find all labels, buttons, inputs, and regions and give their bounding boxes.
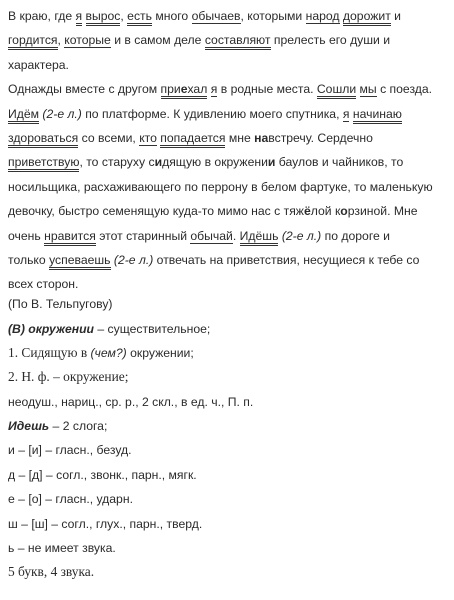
analysis-word-1-tail: – существительное; bbox=[94, 322, 211, 336]
source-attribution: (По В. Тельпугову) bbox=[8, 297, 113, 311]
story-line-8: носильщика, расхаживающего по перрону в белом фартуке, то маленькую bbox=[8, 179, 433, 194]
analysis-word-1 bbox=[8, 321, 210, 337]
analysis-word-2-head: Идешь bbox=[8, 419, 50, 433]
story-line-4: Однажды вместе с другом приехал я в родные места. Сошли мы с поезда. bbox=[8, 77, 448, 101]
analysis-word-2 bbox=[8, 418, 107, 434]
story-text bbox=[8, 4, 448, 297]
analysis-summary: 5 букв, 4 звука. bbox=[8, 564, 95, 579]
phonetic-row-4: ш – [ш] – согл., глух., парн., тверд. bbox=[8, 517, 203, 531]
analysis-step-2: 2. Н. ф. – окружение; bbox=[8, 369, 129, 384]
phonetic-row-2: д – [д] – согл., звонк., парн., мягк. bbox=[8, 468, 197, 482]
story-line-2: гордится, которые и в самом деле составляют прелесть его души и bbox=[8, 28, 448, 52]
analysis-step-3: неодуш., нариц., ср. р., 2 скл., в ед. ч., П. п. bbox=[8, 395, 254, 409]
analysis-word-2-tail: – 2 слога; bbox=[49, 419, 108, 433]
story-line-5: Идём (2-е л.) по платформе. К удивлению моего спутника, я начинаю bbox=[8, 102, 448, 126]
phonetic-row-1: и – [и] – гласн., безуд. bbox=[8, 443, 132, 457]
story-line-3: характера. bbox=[8, 57, 69, 72]
story-line-11: только успеваешь (2-е л.) отвечать на приветствия, несущиеся к тебе со bbox=[8, 248, 448, 272]
analysis-step-1: 1. Сидящую в (чем?) окружении; bbox=[8, 345, 194, 360]
story-line-10: очень нравится этот старинный обычай. Идёшь (2-е л.) по дороге и bbox=[8, 224, 448, 248]
analysis-word-1-head: (В) окружении bbox=[8, 322, 94, 336]
phonetic-row-5: ь – не имеет звука. bbox=[8, 541, 116, 555]
story-line-6: здороваться со всеми, кто попадается мне навстречу. Сердечно bbox=[8, 126, 448, 150]
story-line-7: приветствую, то старуху сидящую в окружении баулов и чайников, то bbox=[8, 150, 448, 174]
story-line-1: В краю, где я вырос, есть много обычаев, которыми народ дорожит и bbox=[8, 4, 448, 28]
phonetic-row-3: е – [о] – гласн., ударн. bbox=[8, 492, 133, 506]
story-line-9: девочку, быстро семенящую куда-то мимо нас с тяжёлой корзиной. Мне bbox=[8, 204, 418, 219]
story-line-12: всех сторон. bbox=[8, 277, 79, 292]
